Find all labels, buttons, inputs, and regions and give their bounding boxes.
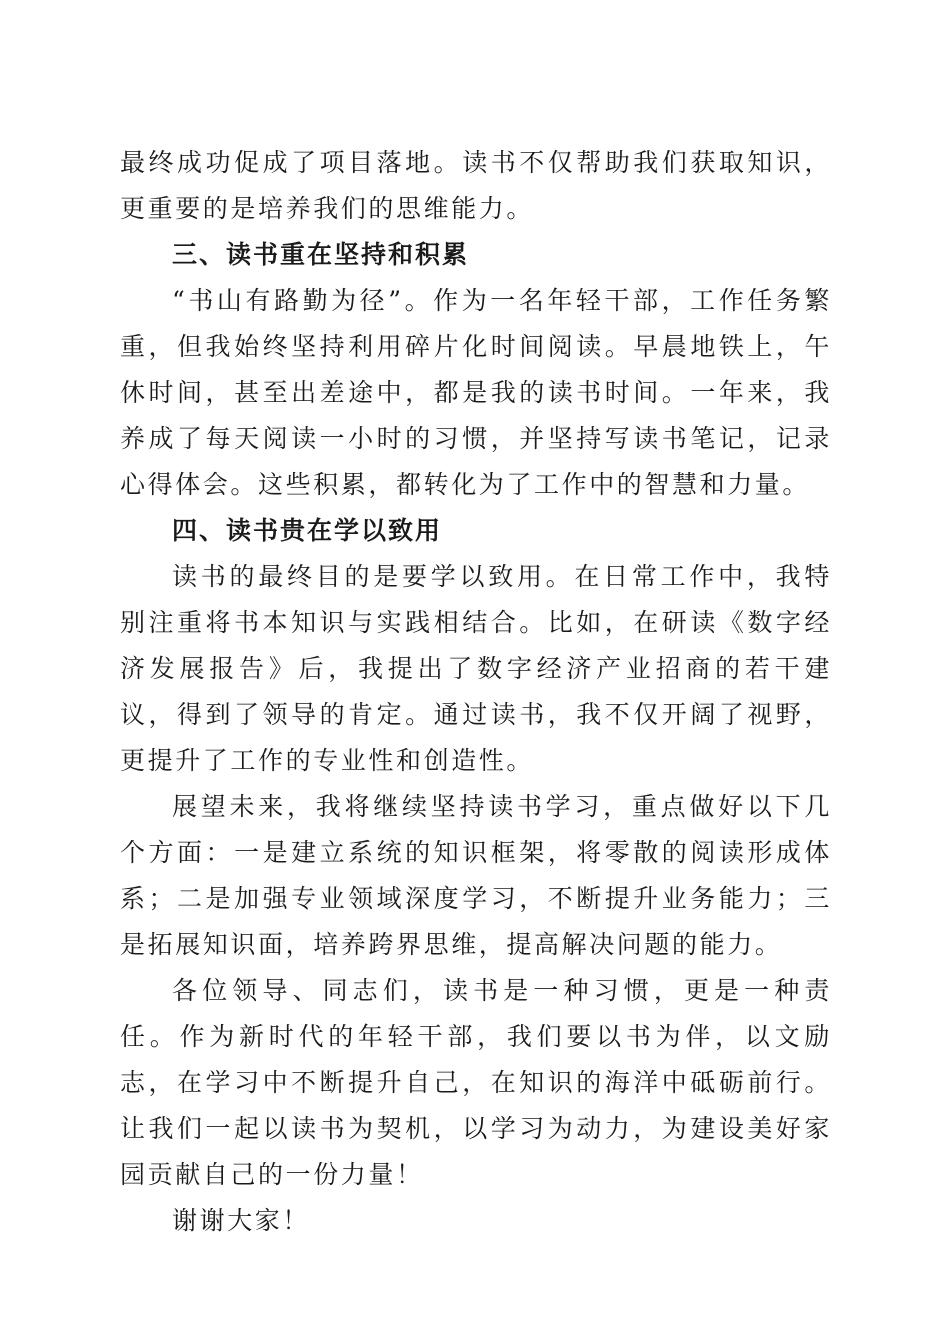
document-body [120,140,832,1244]
paragraph-continuation: 最终成功促成了项目落地。读书不仅帮助我们获取知识，更重要的是培养我们的思维能力。 [120,148,832,223]
paragraph-persistence: “书山有路勤为径”。作为一名年轻干部，工作任务繁重，但我始终坚持利用碎片化时间阅读。早晨地铁上，午休时间，甚至出差途中，都是我的读书时间。一年来，我养成了每天阅读一小时的习惯，并坚持写读书笔记，记录心得体会。这些积累，都转化为了工作中的智慧和力量。 [120,286,832,499]
paragraph-closing: 各位领导、同志们，读书是一种习惯，更是一种责任。作为新时代的年轻干部，我们要以书为伴，以文励志，在学习中不断提升自己，在知识的海洋中砥砺前行。让我们一起以读书为契机，以学习为动力，为建设美好家园贡献自己的一份力量！ [120,976,832,1189]
paragraph-application: 读书的最终目的是要学以致用。在日常工作中，我特别注重将书本知识与实践相结合。比如，在研读《数字经济发展报告》后，我提出了数字经济产业招商的若干建议，得到了领导的肯定。通过读书，我不仅开阔了视野，更提升了工作的专业性和创造性。 [120,562,832,775]
section-heading-3: 三、读书重在坚持和积累 [172,240,470,269]
paragraph-outlook: 展望未来，我将继续坚持读书学习，重点做好以下几个方面：一是建立系统的知识框架，将零散的阅读形成体系；二是加强专业领域深度学习，不断提升业务能力；三是拓展知识面，培养跨界思维，提高解决问题的能力。 [120,792,832,959]
paragraph-thanks: 谢谢大家！ [172,1206,311,1235]
section-heading-4: 四、读书贵在学以致用 [172,516,443,545]
